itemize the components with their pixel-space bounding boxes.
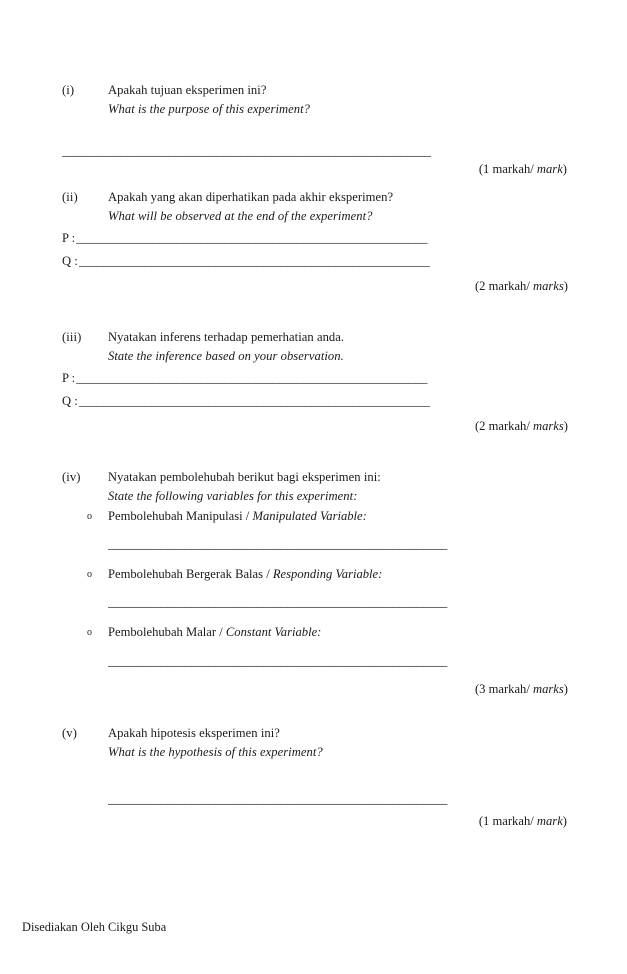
question-text-en-ii: What will be observed at the end of the experiment? (108, 208, 373, 223)
question-item-ii (62, 188, 567, 225)
answer-label-iii-p: P : (62, 371, 76, 385)
marks-label-v (367, 813, 567, 830)
answer-row-iii-p (62, 370, 560, 386)
answer-row-ii-p (62, 230, 560, 246)
question-number-i: (i) (62, 83, 75, 97)
variable-item-manipulated (87, 507, 367, 526)
answer-label-ii-p: P : (62, 231, 76, 245)
question-item-iii (62, 328, 567, 365)
marks-text-i: (1 markah/ (478, 162, 537, 176)
answer-row-ii-q (62, 253, 563, 269)
marks-text-iv: (3 markah/ (474, 682, 533, 696)
variable-label-en-responding: Responding Variable: (272, 567, 383, 581)
marks-label-ii (367, 278, 568, 295)
question-number-iii: (iii) (62, 330, 82, 344)
question-number-ii: (ii) (62, 190, 78, 204)
variable-label-ms-responding: Pembolehubah Bergerak Balas / (108, 567, 273, 581)
question-body-iv (108, 468, 567, 505)
marks-label-iii (367, 418, 568, 435)
answer-line-ii-q[interactable]: ___________________________________________________________ (78, 254, 430, 268)
answer-label-iii-q: Q : (62, 394, 78, 408)
answer-label-ii-q: Q : (62, 254, 78, 268)
bullet-circle-icon: o (87, 569, 92, 580)
answer-line-iii-q[interactable]: ___________________________________________________________ (78, 394, 430, 408)
page-footer: Disediakan Oleh Cikgu Suba (22, 920, 167, 934)
marks-text-tail-ii: ) (563, 279, 568, 293)
variable-label-en-constant: Constant Variable: (225, 625, 322, 639)
answer-line-constant[interactable]: _________________________________________________________ (108, 655, 447, 667)
variable-label-en-manipulated: Manipulated Variable: (252, 509, 367, 523)
marks-text-italic-i: mark (536, 162, 563, 176)
question-text-ms-ii: Apakah yang akan diperhatikan pada akhir eksperimen? (108, 190, 394, 204)
answer-line-responding[interactable]: _________________________________________________________ (108, 596, 447, 608)
answer-line-ii-p[interactable]: ___________________________________________________________ (76, 231, 428, 245)
question-text-ms-i: Apakah tujuan eksperimen ini? (108, 83, 267, 97)
marks-text-tail-iii: ) (563, 419, 568, 433)
answer-line-v[interactable]: _________________________________________________________ (108, 793, 447, 805)
answer-row-iii-q (62, 393, 563, 409)
question-body-iii (108, 328, 567, 365)
variable-item-constant (87, 623, 321, 642)
question-number-v: (v) (62, 726, 77, 740)
question-text-en-iv: State the following variables for this experiment: (108, 488, 358, 503)
variable-item-responding (87, 565, 382, 584)
bullet-circle-icon: o (87, 627, 92, 638)
marks-text-tail-iv: ) (563, 682, 568, 696)
variable-label-constant (108, 623, 321, 642)
question-number-iv: (iv) (62, 470, 81, 484)
answer-line-manipulated[interactable]: _________________________________________________________ (108, 538, 447, 550)
variable-label-ms-constant: Pembolehubah Malar / (108, 625, 226, 639)
question-text-en-i: What is the purpose of this experiment? (108, 101, 311, 116)
marks-text-iii: (2 markah/ (474, 419, 533, 433)
marks-text-italic-iv: marks (533, 682, 564, 696)
question-text-en-iii: State the inference based on your observation. (108, 348, 344, 363)
question-text-ms-iv: Nyatakan pembolehubah berikut bagi eksperimen ini: (108, 470, 381, 484)
bullet-circle-icon: o (87, 511, 92, 522)
marks-label-i (367, 161, 567, 178)
question-item-v (62, 724, 567, 761)
marks-text-ii: (2 markah/ (474, 279, 533, 293)
answer-line-iii-p[interactable]: ___________________________________________________________ (76, 371, 428, 385)
question-body-v (108, 724, 567, 761)
marks-text-v: (1 markah/ (478, 814, 537, 828)
question-body-i (108, 81, 567, 118)
question-item-iv (62, 468, 567, 505)
marks-text-italic-iii: marks (533, 419, 564, 433)
question-item-i (62, 81, 567, 118)
question-text-en-v: What is the hypothesis of this experiment? (108, 744, 323, 759)
marks-text-italic-v: mark (536, 814, 563, 828)
question-text-ms-v: Apakah hipotesis eksperimen ini? (108, 726, 280, 740)
marks-text-tail-i: ) (562, 162, 567, 176)
variable-label-manipulated (108, 507, 367, 526)
marks-label-iv (367, 681, 568, 698)
variable-label-ms-manipulated: Pembolehubah Manipulasi / (108, 509, 253, 523)
marks-text-tail-v: ) (562, 814, 567, 828)
answer-line-i-1[interactable]: ______________________________________________________________ (62, 145, 431, 157)
question-body-ii (108, 188, 567, 225)
question-text-ms-iii: Nyatakan inferens terhadap pemerhatian anda. (108, 330, 345, 344)
variable-label-responding (108, 565, 382, 584)
marks-text-italic-ii: marks (533, 279, 564, 293)
